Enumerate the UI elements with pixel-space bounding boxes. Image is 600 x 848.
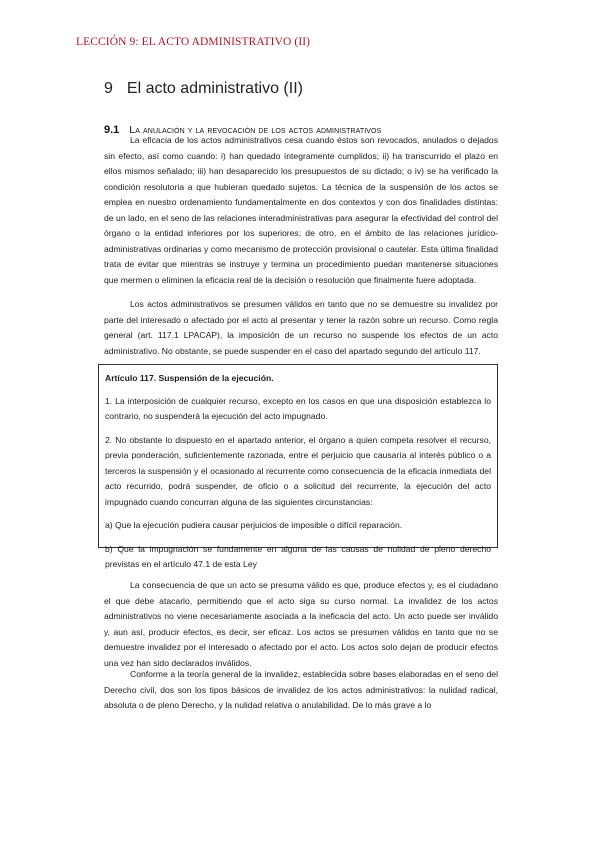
chapter-title xyxy=(104,80,303,98)
article-item: 1. La interposición de cualquier recurso, excepto en los casos en que una disposición establezca lo contrario, no suspenderá la ejecución del acto impugnado. xyxy=(105,395,491,421)
paragraph-eficacia: La eficacia de los actos administrativos cesa cuando éstos son revocados, anulados o dejados sin efecto, así como cuando: i) han quedado íntegramente cumplidos; ii) ha transcurrido el plazo en ellos mismos señalado; iii) han desaparecido los presupuestos de su dictado; o iv) se ha verificado la condición resolutoria a que hubieran quedado sujetos. La técnica de la suspensión de los actos se emplea en nuestro ordenamiento fundamentalmente en dos contextos y con dos finalidades distintas: de un lado, en el seno de las relaciones interadministrativas para asegurar la efectividad del control del órgano o la entidad inferiores por los superiores; de otro, en el ámbito de las relaciones jurídico-administrativas ordinarias y como mecanismo de protección provisional o cautelar. Esta última finalidad trata de evitar que mientras se instruye y termina un procedimiento puedan mantenerse situaciones que mermen o eliminen la eficacia real de la decisión o resolución que finalmente fuere adoptada. xyxy=(104,135,498,285)
chapter-title-text: El acto administrativo (II) xyxy=(126,80,303,97)
chapter-number: 9 xyxy=(104,80,113,97)
paragraph-teoria-invalidez: Conforme a la teoría general de la invalidez, establecida sobre bases elaboradas en el seno del Derecho civil, dos son los tipos básicos de invalidez de los actos administrativos: la nulidad radical, absoluta o de pleno Derecho, y la nulidad relativa o anulabilidad. De lo más grave a lo xyxy=(104,669,498,710)
article-title: Artículo 117. Suspensión de la ejecución. xyxy=(105,373,274,383)
section-title-text: La anulación y la revocación de los actos administrativos xyxy=(129,124,382,136)
paragraph-presuncion-validez: Los actos administrativos se presumen válidos en tanto que no se demuestre su invalidez por parte del interesado o afectado por el acto al presentar y tener la razón sobre un recurso. Como regla general (art. 117.1 LPACAP), la imposición de un recurso no suspende los efectos de un acto administrativo. No obstante, se puede suspender en el caso del apartado segundo del artículo 117. xyxy=(104,299,498,356)
article-item: a) Que la ejecución pudiera causar perjuicios de imposible o difícil reparación. xyxy=(105,520,403,530)
article-item: b) Que la impugnación se fundamente en alguna de las causas de nulidad de pleno derecho previstas en el artículo 47.1 de esta Ley xyxy=(105,543,491,569)
section-number: 9.1 xyxy=(104,124,120,136)
running-header: LECCIÓN 9: EL ACTO ADMINISTRATIVO (II) xyxy=(76,36,311,48)
paragraph-consecuencia: La consecuencia de que un acto se presuma válido es que, produce efectos y, es el ciudadano el que debe atacarlo, permitiendo que el acto siga su curso normal. La invalidez de los actos administrativos no viene necesariamente asociada a la ineficacia del acto. Un acto puede ser inválido y, aun así, producir efectos, es decir, ser eficaz. Los actos se presumen válidos en tanto que no se demuestre invalidez por el interesado o afectado por el acto. Los actos solo dejan de producir efectos una vez han sido declarados inválidos. xyxy=(104,580,498,668)
article-117-box xyxy=(98,364,498,569)
article-item: 2. No obstante lo dispuesto en el apartado anterior, el órgano a quien competa resolver el recurso, previa ponderación, suficientemente razonada, entre el perjuicio que causaría al interés público o a terceros la suspensión y el ocasionado al recurrente como consecuencia de la eficacia inmediata del acto recurrido, podrá suspender, de oficio o a solicitud del recurrente, la ejecución del acto impugnado cuando concurran alguna de las siguientes circunstancias: xyxy=(105,434,491,507)
